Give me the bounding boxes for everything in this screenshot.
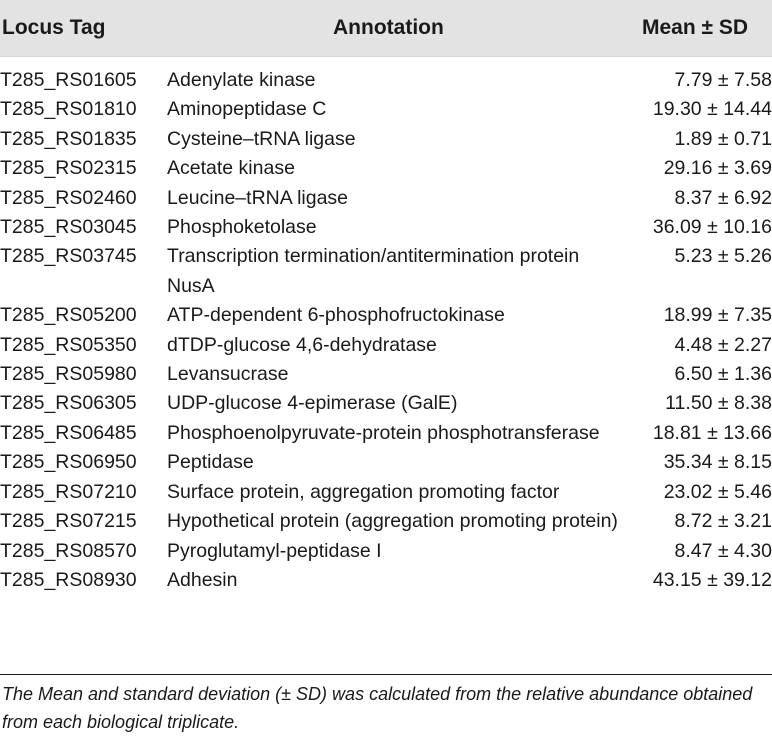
table-bottom-rule [0,674,772,675]
cell-locus-tag: T285_RS06305 [0,392,137,415]
cell-locus-tag: T285_RS06950 [0,451,137,474]
cell-annotation: Phosphoketolase [167,216,317,239]
cell-mean-sd: 19.30 ± 14.44 [652,98,772,121]
cell-mean-sd: 18.81 ± 13.66 [652,421,772,444]
cell-annotation: ATP-dependent 6-phosphofructokinase [167,304,505,327]
cell-locus-tag: T285_RS06485 [0,421,137,444]
table-row [0,478,772,507]
cell-annotation: Adhesin [167,568,238,591]
table-body [0,66,772,595]
table-footnote: The Mean and standard deviation (± SD) was calculated from the relative abundance obtained from each biological triplicate. [2,684,753,732]
cell-locus-tag: T285_RS03745 [0,245,137,268]
cell-mean-sd: 35.34 ± 8.15 [663,451,772,474]
table-row [0,66,772,95]
cell-locus-tag: T285_RS08930 [0,568,137,591]
cell-annotation: Levansucrase [167,363,289,386]
cell-annotation: Leucine–tRNA ligase [167,186,349,209]
cell-locus-tag: T285_RS02460 [0,186,137,209]
cell-annotation: Pyroglutamyl-peptidase I [167,539,382,562]
cell-mean-sd: 8.72 ± 3.21 [674,510,772,533]
table-row [0,389,772,418]
cell-mean-sd: 6.50 ± 1.36 [674,363,772,386]
cell-locus-tag: T285_RS01835 [0,127,137,150]
cell-mean-sd: 18.99 ± 7.35 [663,304,772,327]
cell-annotation: Hypothetical protein (aggregation promoting protein) [167,510,618,533]
cell-annotation: UDP-glucose 4-epimerase (GalE) [167,392,458,415]
table-header [0,0,772,57]
cell-annotation: Phosphoenolpyruvate-protein phosphotransferase [167,421,600,444]
cell-annotation: Peptidase [167,451,254,474]
header-locus-tag: Locus Tag [2,16,106,39]
cell-locus-tag: T285_RS01810 [0,98,137,121]
cell-locus-tag: T285_RS02315 [0,157,137,180]
header-annotation: Annotation [333,16,444,39]
cell-locus-tag: T285_RS07210 [0,480,137,503]
cell-mean-sd: 8.37 ± 6.92 [674,186,772,209]
cell-locus-tag: T285_RS05200 [0,304,137,327]
cell-mean-sd: 8.47 ± 4.30 [674,539,772,562]
cell-mean-sd: 36.09 ± 10.16 [652,216,772,239]
cell-annotation: Adenylate kinase [167,69,316,91]
cell-locus-tag: T285_RS07215 [0,510,137,533]
cell-annotation: Transcription termination/antitermination protein NusA [167,245,580,297]
table-row [0,154,772,183]
header-mean-sd: Mean ± SD [642,16,749,39]
table-row [0,95,772,124]
table-row [0,507,772,536]
table-row [0,537,772,566]
cell-locus-tag: T285_RS03045 [0,216,137,239]
cell-annotation: Aminopeptidase C [167,98,327,121]
cell-mean-sd: 29.16 ± 3.69 [663,157,772,180]
table-row [0,213,772,242]
cell-annotation: Cysteine–tRNA ligase [167,127,356,150]
table-row [0,448,772,477]
table-row [0,419,772,448]
cell-locus-tag: T285_RS08570 [0,539,137,562]
cell-mean-sd: 4.48 ± 2.27 [674,333,772,356]
table-row [0,301,772,330]
cell-mean-sd: 7.79 ± 7.58 [674,69,772,91]
cell-locus-tag: T285_RS01605 [0,69,137,91]
cell-mean-sd: 1.89 ± 0.71 [674,127,772,150]
cell-mean-sd: 11.50 ± 8.38 [665,392,772,415]
table-row [0,242,772,301]
cell-mean-sd: 5.23 ± 5.26 [674,245,772,268]
cell-annotation: dTDP-glucose 4,6-dehydratase [167,333,437,356]
cell-mean-sd: 43.15 ± 39.12 [652,568,772,591]
table-row [0,360,772,389]
table-row [0,566,772,595]
table-row [0,331,772,360]
cell-annotation: Surface protein, aggregation promoting factor [167,480,560,503]
cell-mean-sd: 23.02 ± 5.46 [663,480,772,503]
cell-locus-tag: T285_RS05350 [0,333,137,356]
table-row [0,184,772,213]
table-row [0,125,772,154]
cell-locus-tag: T285_RS05980 [0,363,137,386]
cell-annotation: Acetate kinase [167,157,295,180]
